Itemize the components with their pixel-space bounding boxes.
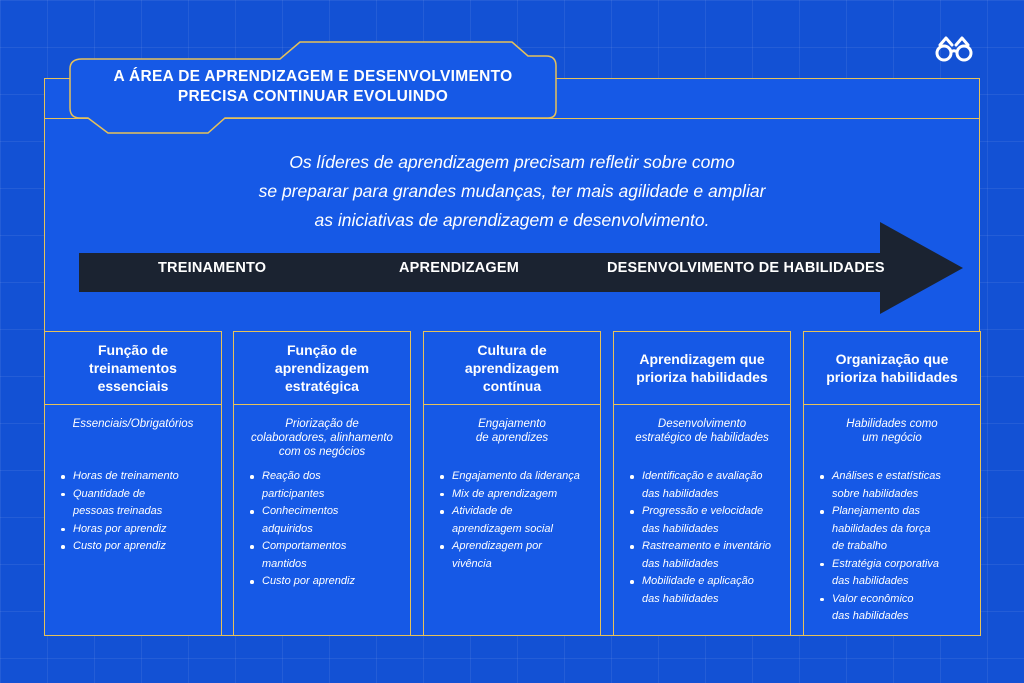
list-item <box>818 591 974 626</box>
column-heading <box>234 332 410 405</box>
column-subtitle <box>234 417 410 459</box>
list-item <box>628 468 784 503</box>
column-heading-line: Cultura de <box>477 342 547 358</box>
title-line-1: A ÁREA DE APRENDIZAGEM E DESENVOLVIMENTO <box>113 68 513 85</box>
list-item-line: aprendizagem social <box>452 522 553 535</box>
column-subtitle <box>45 417 221 431</box>
list-item <box>248 503 404 538</box>
list-item-line: das habilidades <box>832 575 909 587</box>
list-item <box>818 556 974 591</box>
column-heading-line: treinamentos <box>89 360 177 376</box>
list-item-line: das habilidades <box>642 557 719 570</box>
list-item-line: Estratégia corporativa <box>832 557 939 570</box>
list-item-line: das habilidades <box>642 592 719 605</box>
list-item-line: sobre habilidades <box>832 487 919 500</box>
column-heading-line: estratégica <box>285 378 359 394</box>
metrics-list <box>804 468 980 626</box>
column-subtitle-line: Engajamento <box>478 418 546 430</box>
list-item <box>628 538 784 573</box>
list-item-line: Mix de aprendizagem <box>452 487 558 500</box>
column-heading-line: aprendizagem <box>464 360 560 376</box>
list-item-line: das habilidades <box>832 610 909 622</box>
column-subtitle <box>804 417 980 445</box>
intro-line-1: Os líderes de aprendizagem precisam refletir sobre como <box>289 152 735 172</box>
title-line-2: PRECISA CONTINUAR EVOLUINDO <box>177 88 449 105</box>
intro-line-3: as iniciativas de aprendizagem e desenvolvimento. <box>314 210 710 230</box>
column-heading-line: Organização que <box>835 351 949 367</box>
maturity-column <box>233 331 411 636</box>
column-heading-line: prioriza habilidades <box>826 369 958 385</box>
list-item-line: vivência <box>452 557 492 570</box>
list-item-line: Horas por aprendiz <box>73 522 167 535</box>
list-item-line: Mobilidade e aplicação <box>642 575 754 587</box>
list-item-line: Conhecimentos <box>262 505 339 517</box>
list-item <box>628 503 784 538</box>
list-item-line: Análises e estatísticas <box>832 470 941 482</box>
list-item <box>438 486 594 504</box>
column-subtitle-line: um negócio <box>862 432 922 444</box>
column-heading-line: Função de <box>97 342 168 358</box>
column-heading <box>804 332 980 405</box>
metrics-list <box>45 468 221 556</box>
maturity-column <box>423 331 601 636</box>
list-item <box>438 503 594 538</box>
column-heading-line: Função de <box>286 342 357 358</box>
page-title <box>68 67 558 107</box>
column-subtitle-line: de aprendizes <box>475 432 549 444</box>
maturity-column <box>613 331 791 636</box>
list-item-line: Comportamentos <box>262 540 347 552</box>
column-heading-line: Aprendizagem que <box>639 351 765 367</box>
list-item-line: Aprendizagem por <box>452 540 542 552</box>
metrics-list <box>424 468 600 573</box>
progression-arrow <box>79 222 963 314</box>
column-heading-line: essenciais <box>97 378 169 394</box>
column-subtitle-line: Habilidades como <box>846 418 938 430</box>
column-heading-line: aprendizagem <box>274 360 370 376</box>
list-item <box>438 538 594 573</box>
list-item <box>248 573 404 591</box>
list-item-line: Quantidade de <box>73 487 146 500</box>
list-item-line: Custo por aprendiz <box>73 540 166 552</box>
list-item-line: das habilidades <box>642 522 719 535</box>
list-item-line: participantes <box>262 487 325 500</box>
title-tab <box>68 38 558 134</box>
column-heading <box>45 332 221 405</box>
column-subtitle <box>424 417 600 445</box>
column-heading <box>424 332 600 405</box>
list-item-line: das habilidades <box>642 487 719 500</box>
list-item-line: Atividade de <box>452 505 513 517</box>
list-item <box>59 486 215 521</box>
list-item-line: adquiridos <box>262 522 313 535</box>
list-item-line: Valor econômico <box>832 592 914 605</box>
list-item-line: Rastreamento e inventário <box>642 540 772 552</box>
list-item <box>818 468 974 503</box>
stage-label-aprendizagem: APRENDIZAGEM <box>399 260 520 276</box>
metrics-list <box>614 468 790 608</box>
list-item-line: Custo por aprendiz <box>262 575 355 587</box>
list-item <box>59 521 215 539</box>
column-heading <box>614 332 790 405</box>
column-subtitle-line: Desenvolvimento <box>657 418 747 430</box>
list-item <box>59 538 215 556</box>
stage-label-treinamento: TREINAMENTO <box>158 260 267 276</box>
list-item <box>248 468 404 503</box>
column-subtitle-line: colaboradores, alinhamento <box>251 432 393 444</box>
list-item-line: de trabalho <box>832 540 888 552</box>
maturity-column <box>803 331 981 636</box>
list-item <box>59 468 215 486</box>
column-subtitle-line: com os negócios <box>278 446 366 458</box>
stage-label-desenvolvimento: DESENVOLVIMENTO DE HABILIDADES <box>607 260 885 276</box>
column-heading-line: prioriza habilidades <box>636 369 768 385</box>
list-item <box>438 468 594 486</box>
list-item-line: Planejamento das <box>832 505 921 517</box>
glasses-logo-icon <box>932 34 976 64</box>
list-item-line: Horas de treinamento <box>73 470 179 482</box>
column-subtitle <box>614 417 790 445</box>
list-item-line: Engajamento da liderança <box>452 470 580 482</box>
column-heading-line: contínua <box>482 378 542 394</box>
list-item-line: habilidades da força <box>832 522 931 535</box>
list-item <box>248 538 404 573</box>
list-item <box>628 573 784 608</box>
list-item <box>818 503 974 556</box>
list-item-line: pessoas treinadas <box>73 505 163 517</box>
list-item-line: mantidos <box>262 557 307 570</box>
column-subtitle-line: Essenciais/Obrigatórios <box>72 418 194 430</box>
intro-line-2: se preparar para grandes mudanças, ter mais agilidade e ampliar <box>258 181 766 201</box>
list-item-line: Progressão e velocidade <box>642 505 764 517</box>
maturity-column <box>44 331 222 636</box>
metrics-list <box>234 468 410 591</box>
list-item-line: Identificação e avaliação <box>642 470 763 482</box>
column-subtitle-line: Priorização de <box>285 418 359 430</box>
list-item-line: Reação dos <box>262 470 321 482</box>
column-subtitle-line: estratégico de habilidades <box>635 432 769 444</box>
